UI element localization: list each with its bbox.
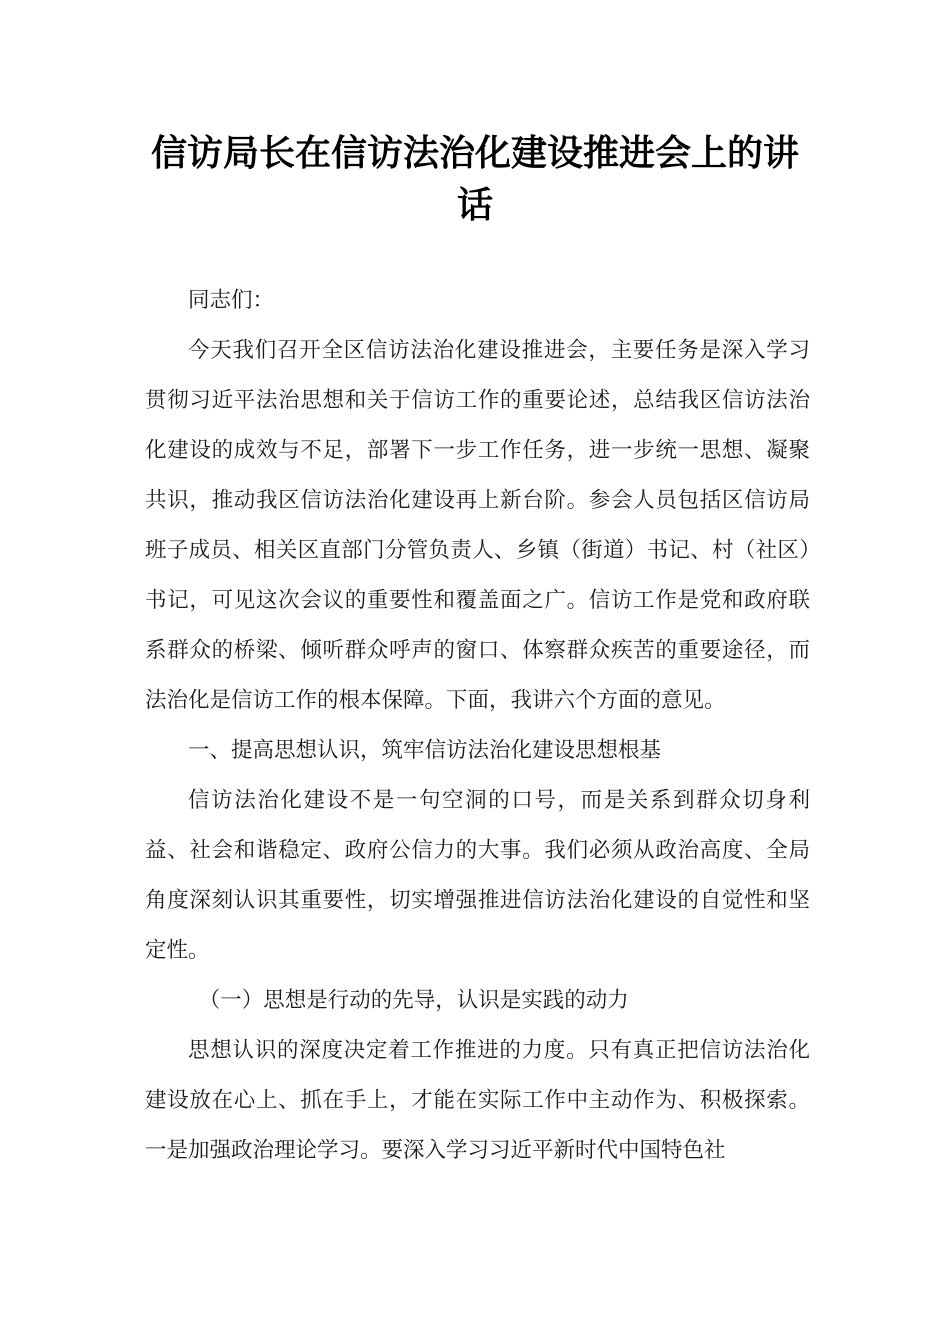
salutation: 同志们： — [188, 288, 275, 313]
subsection-1-heading: （一）思想是行动的先导，认识是实践的动力 — [198, 988, 629, 1013]
document-body — [145, 276, 810, 1176]
section-1-paragraph: 信访法治化建设不是一句空洞的口号，而是关系到群众切身利益、社会和谐稳定、政府公信力的大事。我们必须从政治高度、全局角度深刻认识其重要性，切实增强推进信访法治化建设的自觉性和坚定性。 — [145, 788, 810, 963]
intro-paragraph: 今天我们召开全区信访法治化建设推进会，主要任务是深入学习贯彻习近平法治思想和关于信访工作的重要论述，总结我区信访法治化建设的成效与不足，部署下一步工作任务，进一步统一思想、凝聚共识，推动我区信访法治化建设再上新台阶。参会人员包括区信访局班子成员、相关区直部门分管负责人、乡镇（街道）书记、村（社区）书记，可见这次会议的重要性和覆盖面之广。信访工作是党和政府联系群众的桥梁、倾听群众呼声的窗口、体察群众疾苦的重要途径，而法治化是信访工作的根本保障。下面，我讲六个方面的意见。 — [145, 338, 810, 713]
section-1-heading: 一、提高思想认识，筑牢信访法治化建设思想根基 — [188, 738, 662, 763]
subsection-1-paragraph: 思想认识的深度决定着工作推进的力度。只有真正把信访法治化建设放在心上、抓在手上，才能在实际工作中主动作为、积极探索。一是加强政治理论学习。要深入学习习近平新时代中国特色社 — [145, 1038, 810, 1163]
document-title: 信访局长在信访法治化建设推进会上的讲话 — [150, 133, 799, 226]
